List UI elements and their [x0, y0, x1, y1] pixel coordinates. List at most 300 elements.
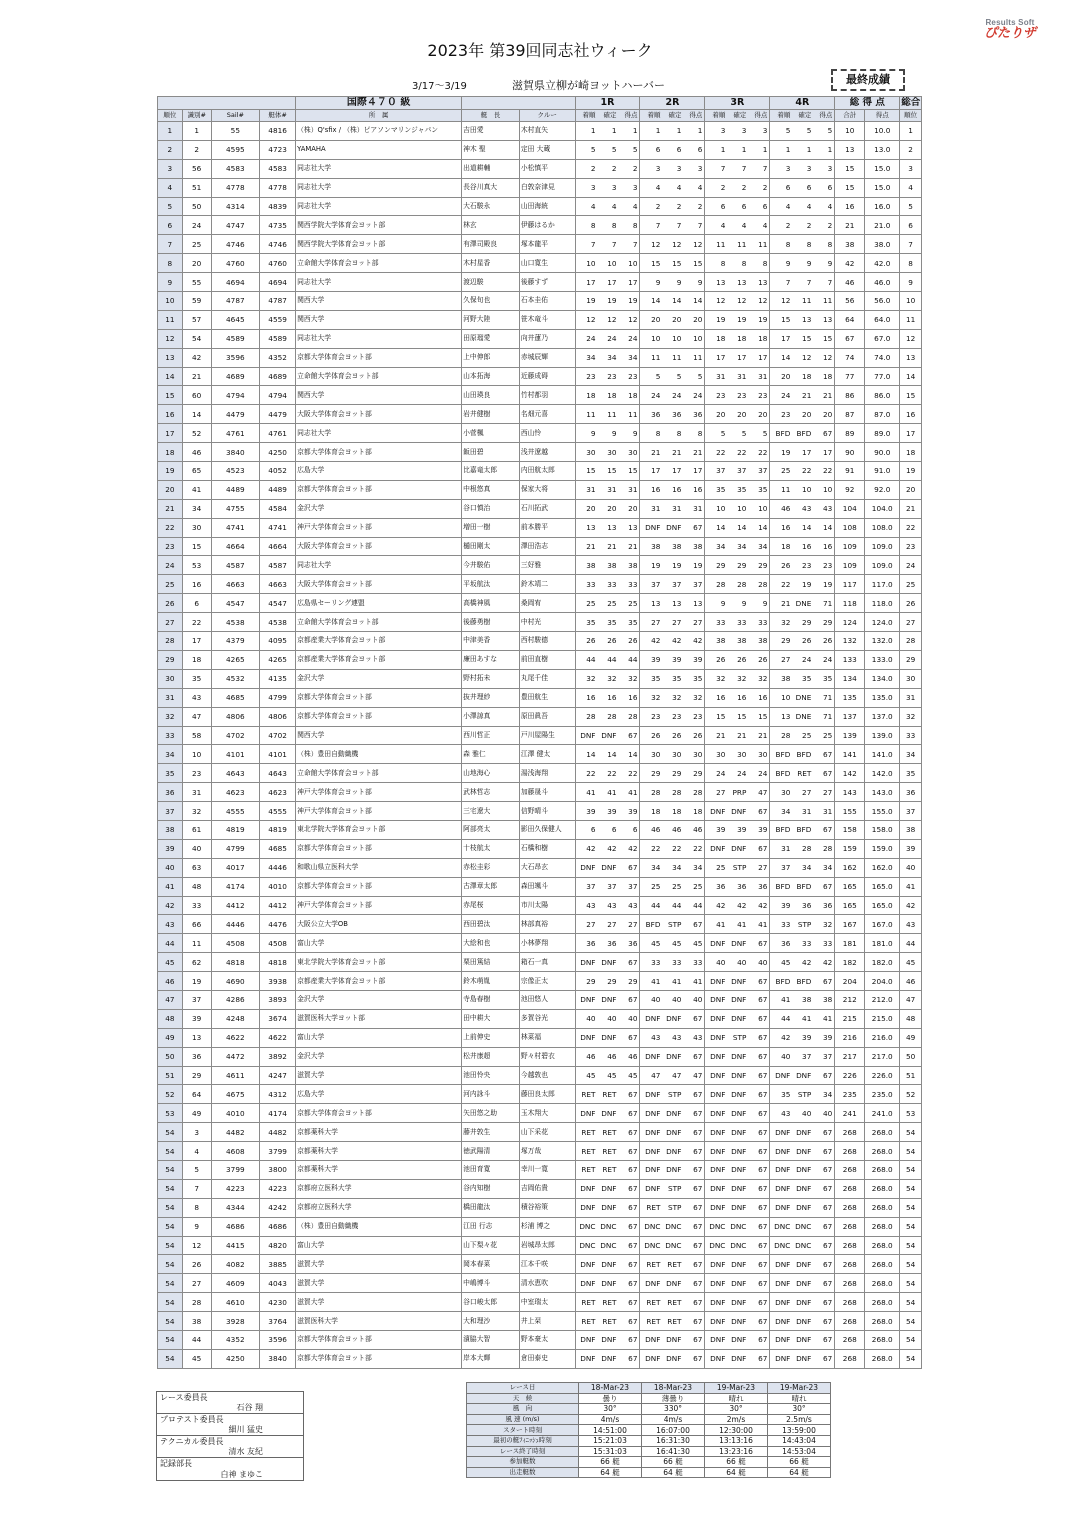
final-rank-cell: 21 — [900, 499, 922, 518]
affiliation-cell: 立命館大学体育会ヨット部 — [296, 613, 462, 632]
confirmed-value: BFD — [796, 428, 812, 438]
finish-value: 2 — [720, 183, 726, 193]
confirmed-value: 20 — [802, 409, 812, 419]
table-row — [158, 1331, 922, 1350]
crew-cell: 信野晴斗 — [519, 802, 575, 821]
confirmed-value: 42 — [802, 957, 812, 967]
net-points-cell: 109.0 — [865, 537, 900, 556]
finish-value: 28 — [586, 712, 596, 722]
bow-number-cell: 27 — [182, 1274, 211, 1293]
total-cell: 141 — [835, 745, 865, 764]
points-value: 67 — [628, 1127, 638, 1137]
points-value: 67 — [693, 1354, 703, 1364]
points-value: 16 — [628, 693, 638, 703]
finish-value: 16 — [716, 693, 726, 703]
affiliation-cell: 富山大学 — [296, 934, 462, 953]
conditions-race-2-value: 薄曇り — [642, 1393, 705, 1404]
bow-number-cell: 5 — [182, 1160, 211, 1179]
skipper-cell: 廉田あすな — [462, 650, 520, 669]
finish-value: 3 — [720, 126, 726, 136]
net-points-cell: 74.0 — [865, 348, 900, 367]
confirmed-value: DNF — [666, 1165, 682, 1175]
affiliation-cell: 大阪大学体育会ヨット部 — [296, 405, 462, 424]
bow-number-cell: 63 — [182, 858, 211, 877]
rank-cell: 18 — [158, 443, 183, 462]
points-value: 15 — [628, 466, 638, 476]
confirmed-value: 25 — [607, 598, 617, 608]
points-value: 67 — [823, 1222, 833, 1232]
finish-value: 18 — [586, 390, 596, 400]
total-header: 合計 — [835, 109, 865, 122]
finish-value: 15 — [586, 466, 596, 476]
table-row — [158, 537, 922, 556]
hull-number-cell: 4412 — [260, 896, 296, 915]
bow-number-cell: 48 — [182, 877, 211, 896]
finish-value: DNC — [709, 1240, 726, 1250]
points-value: 12 — [628, 315, 638, 325]
final-rank-cell: 36 — [900, 783, 922, 802]
points-value: 9 — [632, 428, 638, 438]
final-rank-cell: 50 — [900, 1047, 922, 1066]
race-4-result-cell — [770, 1142, 835, 1161]
finish-value: 30 — [651, 749, 661, 759]
sail-number-cell: 4806 — [211, 707, 259, 726]
affiliation-cell: （株）Q'sfix / （株）ピアソンマリンジャパン — [296, 122, 462, 141]
race-1-result-cell — [575, 386, 640, 405]
total-cell: 64 — [835, 310, 865, 329]
finish-value: 23 — [781, 409, 791, 419]
finish-value: 42 — [586, 844, 596, 854]
race-1-result-cell — [575, 1349, 640, 1368]
total-cell: 16 — [835, 197, 865, 216]
confirmed-value: 40 — [802, 1108, 812, 1118]
sail-number-cell: 4694 — [211, 273, 259, 292]
points-value: 41 — [628, 787, 638, 797]
race-1-result-cell — [575, 613, 640, 632]
net-points-cell: 268.0 — [865, 1179, 900, 1198]
race-4-result-cell — [770, 820, 835, 839]
total-cell: 137 — [835, 707, 865, 726]
race-3-result-cell — [705, 122, 770, 141]
points-value: 67 — [758, 1203, 768, 1213]
hull-number-cell: 4479 — [260, 405, 296, 424]
confirmed-value: 17 — [607, 277, 617, 287]
confirmed-value: DNF — [731, 1108, 747, 1118]
hull-number-cell: 4806 — [260, 707, 296, 726]
table-row — [158, 140, 922, 159]
affiliation-cell: 滋賀大学 — [296, 1274, 462, 1293]
skipper-cell: 飯田碧 — [462, 443, 520, 462]
finish-value: 5 — [785, 126, 791, 136]
final-rank-cell: 43 — [900, 915, 922, 934]
confirmed-value: DNC — [730, 1240, 747, 1250]
points-value: 4 — [827, 202, 833, 211]
final-rank-cell: 32 — [900, 707, 922, 726]
race-3-result-cell — [705, 1255, 770, 1274]
race-1-result-cell — [575, 669, 640, 688]
total-cell: 165 — [835, 896, 865, 915]
race-2-result-cell — [640, 1255, 705, 1274]
net-points-cell: 13.0 — [865, 140, 900, 159]
race-4-result-cell — [770, 443, 835, 462]
finish-value: 12 — [716, 296, 726, 306]
points-value: 20 — [628, 504, 638, 514]
finish-value: 22 — [651, 844, 661, 854]
race-1-result-cell — [575, 783, 640, 802]
net-points-cell: 89.0 — [865, 424, 900, 443]
finish-value: 12 — [781, 296, 791, 306]
crew-cell: 山口寛生 — [519, 254, 575, 273]
crew-cell: 丸尾千佳 — [519, 669, 575, 688]
official-row — [157, 1414, 303, 1436]
rank-cell: 11 — [158, 310, 183, 329]
confirmed-value: RET — [667, 1259, 682, 1269]
confirmed-value: DNF — [796, 1203, 812, 1213]
skipper-cell: 小澤諒真 — [462, 707, 520, 726]
confirmed-value: DNF — [601, 863, 617, 873]
net-points-cell: 268.0 — [865, 1142, 900, 1161]
table-row — [158, 122, 922, 141]
race-4-result-cell — [770, 254, 835, 273]
confirmed-value: 14 — [672, 296, 682, 306]
conditions-label: 天 候 — [467, 1393, 579, 1404]
confirmed-value: 21 — [802, 390, 812, 400]
hull-number-cell: 3885 — [260, 1255, 296, 1274]
finish-value: 12 — [651, 239, 661, 249]
confirmed-value: DNF — [731, 1203, 747, 1213]
finish-value: DNF — [710, 976, 726, 986]
confirmed-value: STP — [797, 1089, 812, 1099]
sail-number-cell: 4685 — [211, 688, 259, 707]
rank-cell: 16 — [158, 405, 183, 424]
bow-number-cell: 29 — [182, 1066, 211, 1085]
crew-cell: 前田直樹 — [519, 650, 575, 669]
sail-number-cell: 4622 — [211, 1028, 259, 1047]
race-3-result-cell — [705, 745, 770, 764]
conditions-race-1-value: 66 艇 — [579, 1457, 642, 1468]
race-1-result-cell — [575, 1142, 640, 1161]
affiliation-cell: 京都産業大学体育会ヨット部 — [296, 972, 462, 991]
crew-cell: 杉浦 博之 — [519, 1217, 575, 1236]
bow-number-cell: 23 — [182, 764, 211, 783]
net-points-cell: 268.0 — [865, 1123, 900, 1142]
skipper-cell: 田原瑠愛 — [462, 329, 520, 348]
finish-value: 12 — [586, 315, 596, 325]
skipper-cell: 樋田剛太 — [462, 537, 520, 556]
finish-value: 10 — [781, 693, 791, 703]
bow-number-cell: 32 — [182, 802, 211, 821]
points-value: 35 — [823, 674, 833, 684]
official-row — [157, 1392, 303, 1414]
skipper-cell: 橋田龍汰 — [462, 1198, 520, 1217]
table-row — [158, 896, 922, 915]
points-value: 11 — [823, 296, 833, 306]
table-row — [158, 632, 922, 651]
points-value: 34 — [628, 353, 638, 363]
total-cell: 74 — [835, 348, 865, 367]
sail-number-cell: 4101 — [211, 745, 259, 764]
net-points-cell: 216.0 — [865, 1028, 900, 1047]
finish-value: 2 — [655, 202, 661, 211]
points-value: 31 — [823, 806, 833, 816]
points-value: 21 — [693, 447, 703, 457]
skipper-cell: 栗田篤結 — [462, 953, 520, 972]
table-row — [158, 480, 922, 499]
final-rank-cell: 54 — [900, 1142, 922, 1161]
sail-number-cell: 4286 — [211, 990, 259, 1009]
table-row — [158, 1028, 922, 1047]
confirmed-value: 38 — [802, 995, 812, 1005]
race-1-result-cell — [575, 518, 640, 537]
race-4-result-cell — [770, 1312, 835, 1331]
bow-number-cell: 9 — [182, 1217, 211, 1236]
race-2-result-cell — [640, 575, 705, 594]
confirmed-value: 33 — [607, 579, 617, 589]
sail-number-cell: 4352 — [211, 1331, 259, 1350]
crew-cell: 保家大将 — [519, 480, 575, 499]
conditions-race-3-value: 2m/s — [705, 1414, 768, 1425]
points-value: 43 — [628, 900, 638, 910]
final-rank-cell: 20 — [900, 480, 922, 499]
logo-top-text: Results Soft — [985, 18, 1035, 27]
points-value: 40 — [693, 995, 703, 1005]
points-value: 5 — [762, 428, 768, 438]
final-rank-cell: 33 — [900, 726, 922, 745]
finish-value: RET — [646, 1203, 661, 1213]
conditions-row — [467, 1446, 831, 1457]
confirmed-value: 42 — [672, 636, 682, 646]
net-points-cell: 117.0 — [865, 575, 900, 594]
confirmed-value: RET — [602, 1127, 617, 1137]
points-value: 46 — [693, 825, 703, 835]
points-value: 6 — [827, 183, 833, 193]
confirmed-value: 29 — [672, 768, 682, 778]
race-1-result-cell — [575, 197, 640, 216]
points-value: 67 — [758, 1259, 768, 1269]
points-value: 67 — [693, 1108, 703, 1118]
skipper-cell: 林玄 — [462, 216, 520, 235]
affiliation-cell: 滋賀大学 — [296, 1255, 462, 1274]
skipper-cell: 野村拓未 — [462, 669, 520, 688]
finish-value: DNF — [710, 1070, 726, 1080]
bow-number-cell: 60 — [182, 386, 211, 405]
table-row — [158, 178, 922, 197]
finish-value: 20 — [651, 315, 661, 325]
points-value: 67 — [693, 1335, 703, 1345]
final-rank-cell: 4 — [900, 178, 922, 197]
race-3-subheader: 着順 確定 得点 — [705, 109, 770, 122]
confirmed-value: 7 — [806, 277, 812, 287]
total-cell: 91 — [835, 462, 865, 481]
points-value: 67 — [758, 1354, 768, 1364]
rank-cell: 36 — [158, 783, 183, 802]
hull-number-cell: 4685 — [260, 839, 296, 858]
race-4-result-cell — [770, 877, 835, 896]
bow-number-cell: 26 — [182, 1255, 211, 1274]
confirmed-value: 26 — [802, 636, 812, 646]
bow-number-cell: 51 — [182, 178, 211, 197]
confirmed-value: 18 — [672, 806, 682, 816]
affiliation-cell: 関西大学 — [296, 292, 462, 311]
affiliation-cell: 大阪公立大学OB — [296, 915, 462, 934]
points-value: 40 — [758, 957, 768, 967]
race-2-result-cell — [640, 386, 705, 405]
race-2-result-cell — [640, 254, 705, 273]
points-value: 26 — [758, 655, 768, 665]
race-3-result-cell — [705, 839, 770, 858]
confirmed-value: DNF — [731, 1070, 747, 1080]
race-4-result-cell — [770, 518, 835, 537]
skipper-cell: 十枝航太 — [462, 839, 520, 858]
rank-cell: 46 — [158, 972, 183, 991]
table-row — [158, 613, 922, 632]
points-value: 31 — [693, 504, 703, 514]
confirmed-value: STP — [667, 1089, 682, 1099]
crew-cell: 笹木竜斗 — [519, 310, 575, 329]
finish-value: 26 — [716, 655, 726, 665]
affiliation-cell: 広島大学 — [296, 462, 462, 481]
points-value: 39 — [823, 1033, 833, 1043]
finish-value: 10 — [586, 258, 596, 268]
hull-number-cell: 4778 — [260, 178, 296, 197]
affiliation-cell: 和歌山県立医科大学 — [296, 858, 462, 877]
hull-number-cell: 3938 — [260, 972, 296, 991]
race-2-result-cell — [640, 1047, 705, 1066]
affiliation-cell: 富山大学 — [296, 1028, 462, 1047]
hull-number-cell: 4250 — [260, 443, 296, 462]
race-4-result-cell — [770, 424, 835, 443]
race-3-result-cell — [705, 159, 770, 178]
sail-number-cell: 4250 — [211, 1349, 259, 1368]
hull-number-cell: 4101 — [260, 745, 296, 764]
points-value: 16 — [823, 542, 833, 552]
finish-value: DNF — [710, 1014, 726, 1024]
crew-header: クルー — [519, 109, 575, 122]
points-value: 67 — [628, 1203, 638, 1213]
finish-value: RET — [646, 1316, 661, 1326]
finish-value: 44 — [781, 1014, 791, 1024]
race-3-result-cell — [705, 632, 770, 651]
points-value: 67 — [823, 1297, 833, 1307]
confirmed-value: 33 — [737, 617, 747, 627]
net-points-cell: 15.0 — [865, 159, 900, 178]
finish-value: 46 — [651, 825, 661, 835]
race-conditions-table — [466, 1382, 831, 1478]
total-cell: 268 — [835, 1274, 865, 1293]
rank-cell: 34 — [158, 745, 183, 764]
skipper-cell: 上中伸郎 — [462, 348, 520, 367]
confirmed-value: 16 — [737, 693, 747, 703]
finish-value: 9 — [590, 428, 596, 438]
points-value: 19 — [758, 315, 768, 325]
race-4-result-cell — [770, 1274, 835, 1293]
points-value: 27 — [758, 863, 768, 873]
confirmed-value: 5 — [806, 126, 812, 136]
skipper-cell: 赤松圭彩 — [462, 858, 520, 877]
confirmed-value: 38 — [672, 542, 682, 552]
conditions-race-3-value: 19-Mar-23 — [705, 1383, 768, 1394]
hull-number-cell: 4820 — [260, 1236, 296, 1255]
points-value: 32 — [758, 674, 768, 684]
confirmed-value: RET — [602, 1165, 617, 1175]
rank-cell: 28 — [158, 632, 183, 651]
event-venue: 滋賀県立柳が崎ヨットハーバー — [512, 79, 666, 92]
total-cell: 109 — [835, 537, 865, 556]
table-row — [158, 1274, 922, 1293]
hull-number-cell: 4794 — [260, 386, 296, 405]
finish-value: BFD — [775, 428, 791, 438]
total-cell: 216 — [835, 1028, 865, 1047]
confirmed-value: 1 — [676, 126, 682, 136]
total-cell: 268 — [835, 1236, 865, 1255]
finish-value: DNF — [710, 1165, 726, 1175]
confirmed-value: 31 — [802, 806, 812, 816]
points-value: 67 — [823, 1278, 833, 1288]
race-2-result-cell — [640, 669, 705, 688]
skipper-cell: 岩井健樹 — [462, 405, 520, 424]
confirmed-value: RET — [667, 1297, 682, 1307]
hull-number-cell: 3893 — [260, 990, 296, 1009]
confirmed-value: 18 — [607, 390, 617, 400]
affiliation-cell: （株）豊田自動織機 — [296, 745, 462, 764]
confirmed-value: 11 — [737, 239, 747, 249]
points-value: 7 — [827, 277, 833, 287]
rank-cell: 54 — [158, 1255, 183, 1274]
points-value: 46 — [628, 1052, 638, 1062]
affiliation-cell: 同志社大学 — [296, 273, 462, 292]
confirmed-value: 5 — [611, 145, 617, 155]
confirmed-value: 19 — [607, 296, 617, 306]
confirmed-value: 47 — [672, 1070, 682, 1080]
confirmed-value: 31 — [672, 504, 682, 514]
race-4-result-cell — [770, 499, 835, 518]
net-points-cell: 226.0 — [865, 1066, 900, 1085]
race-1-result-cell — [575, 726, 640, 745]
hull-number-cell: 4643 — [260, 764, 296, 783]
affiliation-cell: 京都薬科大学 — [296, 1142, 462, 1161]
points-value: 6 — [762, 202, 768, 211]
points-value: 29 — [693, 768, 703, 778]
confirmed-value: DNF — [731, 938, 747, 948]
final-rank-cell: 26 — [900, 594, 922, 613]
skipper-cell: 河内詠斗 — [462, 1085, 520, 1104]
finish-value: DNF — [710, 1052, 726, 1062]
finish-value: 33 — [586, 579, 596, 589]
race-3-result-cell — [705, 707, 770, 726]
race-1-result-cell — [575, 1255, 640, 1274]
confirmed-value: 24 — [737, 768, 747, 778]
bow-number-cell: 16 — [182, 575, 211, 594]
points-value: 21 — [823, 390, 833, 400]
points-value: 5 — [632, 145, 638, 155]
points-value: 21 — [628, 542, 638, 552]
confirmed-value: DNF — [731, 1278, 747, 1288]
race-4-result-cell — [770, 1009, 835, 1028]
finish-value: DNF — [775, 1297, 791, 1307]
skipper-cell: 後藤勇樹 — [462, 613, 520, 632]
race-1-result-cell — [575, 1028, 640, 1047]
finish-value: 17 — [716, 353, 726, 363]
official-name: 石谷 翔 — [236, 1403, 263, 1412]
table-row — [158, 688, 922, 707]
finish-value: 1 — [655, 126, 661, 136]
race-4-result-cell — [770, 310, 835, 329]
confirmed-value: DNF — [666, 1146, 682, 1156]
total-cell: 108 — [835, 518, 865, 537]
points-value: 19 — [693, 560, 703, 570]
hull-number-cell: 4476 — [260, 915, 296, 934]
confirmed-value: 27 — [672, 617, 682, 627]
